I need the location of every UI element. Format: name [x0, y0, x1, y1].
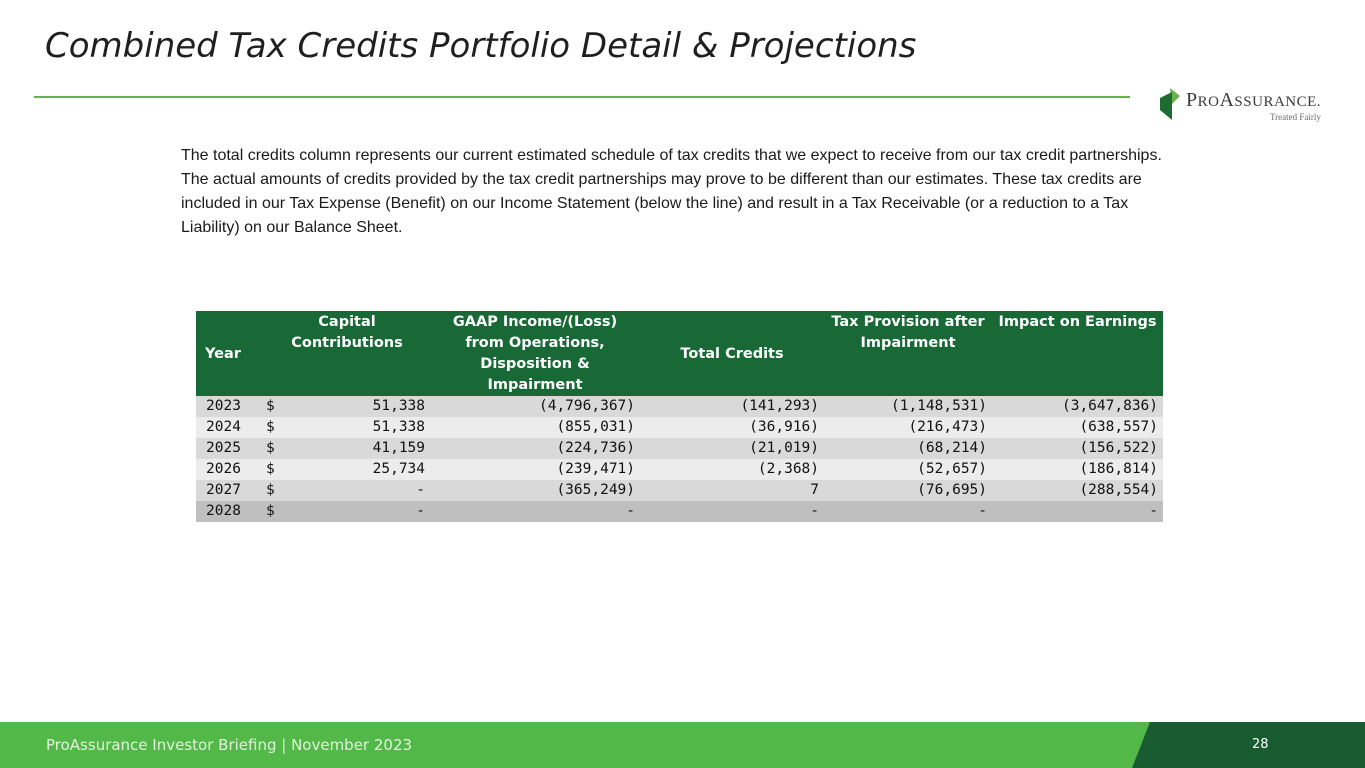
cell-credits: -	[640, 501, 824, 522]
header-tax-provision: Tax Provision after Impairment	[824, 311, 992, 396]
cell-year: 2024	[196, 417, 264, 438]
cell-credits: (21,019)	[640, 438, 824, 459]
title-divider	[34, 96, 1130, 98]
footer-slant	[1132, 722, 1150, 768]
cell-provision: (68,214)	[824, 438, 992, 459]
cell-provision: -	[824, 501, 992, 522]
company-logo	[1158, 84, 1358, 128]
table-header-row	[196, 311, 1163, 396]
cell-capital: -	[284, 501, 430, 522]
cell-year: 2028	[196, 501, 264, 522]
cell-capital: -	[284, 480, 430, 501]
cell-year: 2026	[196, 459, 264, 480]
cell-gaap: -	[430, 501, 640, 522]
cell-credits: (2,368)	[640, 459, 824, 480]
cell-gaap: (224,736)	[430, 438, 640, 459]
footer-caption: ProAssurance Investor Briefing | November 2023	[46, 736, 413, 754]
table-row	[196, 501, 1163, 522]
cell-currency: $	[264, 480, 284, 501]
cell-capital: 41,159	[284, 438, 430, 459]
cell-currency: $	[264, 396, 284, 417]
intro-paragraph: The total credits column represents our current estimated schedule of tax credits that we expect to receive from our tax credit partnerships. The actual amounts of credits provided by the tax credit partnerships may prove to be different than our estimates. These tax credits are included in our Tax Expense (Benefit) on our Income Statement (below the line) and result in a Tax Receivable (or a reduction to a Tax Liability) on our Balance Sheet.	[181, 147, 1162, 236]
footer-accent	[1132, 722, 1365, 768]
cell-currency: $	[264, 459, 284, 480]
cell-gaap: (4,796,367)	[430, 396, 640, 417]
cell-impact: (186,814)	[992, 459, 1163, 480]
cell-capital: 51,338	[284, 417, 430, 438]
cell-year: 2027	[196, 480, 264, 501]
cell-gaap: (855,031)	[430, 417, 640, 438]
header-impact-on-earnings: Impact on Earnings	[992, 311, 1163, 396]
cell-provision: (52,657)	[824, 459, 992, 480]
cell-credits: 7	[640, 480, 824, 501]
cell-provision: (76,695)	[824, 480, 992, 501]
logo-tagline: Treated Fairly	[1270, 112, 1321, 122]
table-row	[196, 417, 1163, 438]
header-capital-contributions: Capital Contributions	[264, 311, 430, 396]
table-row	[196, 480, 1163, 501]
cell-impact: (3,647,836)	[992, 396, 1163, 417]
cell-currency: $	[264, 417, 284, 438]
cell-credits: (141,293)	[640, 396, 824, 417]
page-number: 28	[1252, 737, 1269, 752]
slide-title: Combined Tax Credits Portfolio Detail & Projections	[45, 26, 917, 66]
cell-gaap: (365,249)	[430, 480, 640, 501]
cell-provision: (216,473)	[824, 417, 992, 438]
cell-gaap: (239,471)	[430, 459, 640, 480]
cell-currency: $	[264, 438, 284, 459]
cell-year: 2025	[196, 438, 264, 459]
table-row	[196, 459, 1163, 480]
leaf-logo-icon	[1158, 86, 1182, 122]
cell-capital: 25,734	[284, 459, 430, 480]
tax-credits-table	[196, 311, 1163, 522]
cell-impact: -	[992, 501, 1163, 522]
cell-credits: (36,916)	[640, 417, 824, 438]
cell-capital: 51,338	[284, 396, 430, 417]
logo-wordmark: PROASSURANCE.	[1186, 89, 1322, 111]
cell-impact: (156,522)	[992, 438, 1163, 459]
header-gaap-income: GAAP Income/(Loss) from Operations, Disposition & Impairment	[430, 311, 640, 396]
header-total-credits: Total Credits	[640, 311, 824, 396]
table-row	[196, 438, 1163, 459]
cell-currency: $	[264, 501, 284, 522]
cell-impact: (288,554)	[992, 480, 1163, 501]
cell-provision: (1,148,531)	[824, 396, 992, 417]
footer-bar	[0, 722, 1365, 768]
cell-year: 2023	[196, 396, 264, 417]
cell-impact: (638,557)	[992, 417, 1163, 438]
table-row	[196, 396, 1163, 417]
header-year: Year	[196, 311, 264, 396]
